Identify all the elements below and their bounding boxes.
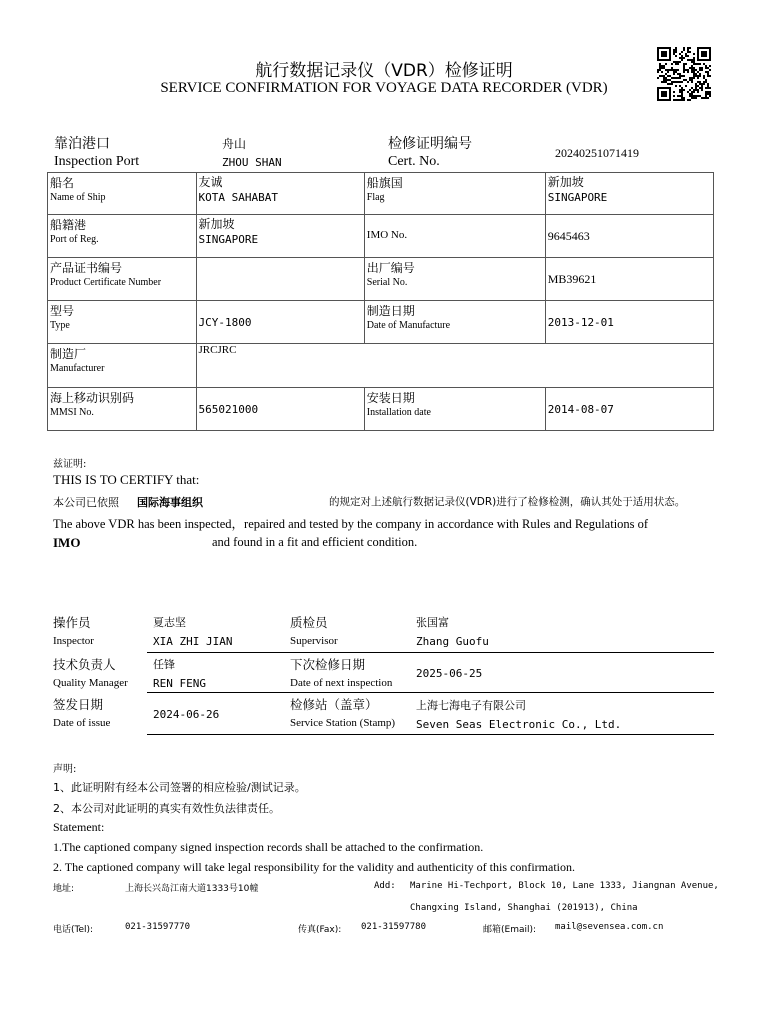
title-en: SERVICE CONFIRMATION FOR VOYAGE DATA RECORDER (VDR)	[160, 80, 608, 96]
port-label-en: Inspection Port	[54, 154, 140, 169]
table-row	[48, 301, 714, 344]
next-inspection-label-en: Date of next inspection	[290, 677, 393, 689]
certify-en-body: The above VDR has been inspected，repaired and tested by the company in accordance with Rules and Regulations of	[53, 517, 649, 531]
manufacturer-label: 制造厂 Manufacturer	[48, 344, 197, 388]
next-inspection-value: 2025-06-25	[416, 667, 483, 680]
inspector-value-en: XIA ZHI JIAN	[153, 635, 233, 648]
cert-label-cn: 检修证明编号	[388, 136, 472, 152]
statement-item1-en: 1.The captioned company signed inspection records shall be attached to the confirmation.	[53, 840, 484, 854]
address-en-line2: Changxing Island, Shanghai (201913), China	[410, 903, 638, 913]
port-value-en: ZHOU SHAN	[222, 156, 282, 169]
email-value[interactable]: mail@sevensea.com.cn	[555, 922, 664, 932]
address-cn: 上海长兴岛江南大道1333号10幢	[125, 884, 259, 894]
inspector-label-en: Inspector	[53, 635, 94, 647]
table-row	[48, 173, 714, 215]
certify-cn-prefix: 本公司已依照	[53, 496, 119, 509]
certify-imo: IMO	[53, 535, 81, 550]
product-cert-label: 产品证书编号 Product Certificate Number	[48, 258, 197, 301]
flag-label: 船旗国 Flag	[364, 173, 545, 215]
statement-title-cn: 声明:	[53, 764, 77, 775]
install-date-value: 2014-08-07	[545, 388, 713, 431]
issue-date-label-en: Date of issue	[53, 717, 111, 729]
quality-manager-label-cn: 技术负责人	[53, 657, 116, 672]
certify-cn: 兹证明:	[53, 459, 87, 470]
install-date-label: 安装日期 Installation date	[364, 388, 545, 431]
statement-item1-cn: 1、此证明附有经本公司签署的相应检验/测试记录。	[53, 781, 306, 794]
port-value-cn: 舟山	[222, 137, 247, 151]
address-label-en: Add:	[374, 881, 396, 891]
qr-code-icon	[657, 47, 711, 101]
supervisor-value-en: Zhang Guofu	[416, 635, 489, 648]
vessel-info-table	[47, 172, 714, 431]
flag-value: 新加坡 SINGAPORE	[545, 173, 713, 215]
port-label-cn: 靠泊港口	[54, 136, 110, 152]
tel-value: 021-31597770	[125, 922, 191, 932]
station-value-cn: 上海七海电子有限公司	[416, 699, 526, 712]
mmsi-label: 海上移动识别码 MMSI No.	[48, 388, 197, 431]
statement-item2-en: 2. The captioned company will take legal responsibility for the validity and authenticity of this confirmation.	[53, 860, 575, 874]
table-row	[48, 258, 714, 301]
station-value-en: Seven Seas Electronic Co., Ltd.	[416, 718, 622, 731]
certify-organization: 国际海事组织	[137, 496, 203, 509]
tel-label: 电话(Tel):	[53, 925, 94, 935]
next-inspection-label-cn: 下次检修日期	[290, 657, 366, 672]
quality-manager-value-cn: 任锋	[153, 658, 175, 671]
station-label-cn: 检修站（盖章）	[290, 697, 378, 712]
type-label: 型号 Type	[48, 301, 197, 344]
imo-value: 9645463	[545, 215, 713, 258]
statement-item2-cn: 2、本公司对此证明的真实有效性负法律责任。	[53, 802, 280, 815]
fax-label: 传真(Fax):	[298, 925, 342, 935]
table-row	[48, 388, 714, 431]
serial-value: MB39621	[545, 258, 713, 301]
address-label-cn: 地址:	[53, 884, 75, 894]
manufacturer-value: JRCJRC	[196, 344, 713, 388]
inspector-label-cn: 操作员	[53, 615, 91, 630]
supervisor-value-cn: 张国富	[416, 616, 449, 629]
fax-value: 021-31597780	[361, 922, 427, 932]
imo-label: IMO No.	[364, 215, 545, 258]
table-row	[48, 215, 714, 258]
ship-name-value: 友诚 KOTA SAHABAT	[196, 173, 364, 215]
manufacture-date-value: 2013-12-01	[545, 301, 713, 344]
certify-condition: and found in a fit and efficient condition.	[212, 535, 418, 549]
cert-label-en: Cert. No.	[388, 154, 440, 169]
mmsi-value: 565021000	[196, 388, 364, 431]
title-cn: 航行数据记录仪（VDR）检修证明	[255, 61, 513, 81]
inspector-value-cn: 夏志坚	[153, 616, 186, 629]
quality-manager-value-en: REN FENG	[153, 677, 206, 690]
certify-en: THIS IS TO CERTIFY that:	[53, 472, 200, 487]
manufacture-date-label: 制造日期 Date of Manufacture	[364, 301, 545, 344]
signature-line	[147, 692, 714, 693]
address-en-line1: Marine Hi-Techport, Block 10, Lane 1333, Jiangnan Avenue,	[410, 881, 719, 891]
supervisor-label-cn: 质检员	[290, 615, 328, 630]
issue-date-value: 2024-06-26	[153, 708, 220, 721]
statement-title-en: Statement:	[53, 820, 105, 834]
type-value: JCY-1800	[196, 301, 364, 344]
supervisor-label-en: Supervisor	[290, 635, 338, 647]
cert-number: 20240251071419	[555, 146, 639, 160]
signature-line	[147, 734, 714, 735]
port-reg-value: 新加坡 SINGAPORE	[196, 215, 364, 258]
quality-manager-label-en: Quality Manager	[53, 677, 128, 689]
ship-name-label: 船名 Name of Ship	[48, 173, 197, 215]
certify-cn-body: 的规定对上述航行数据记录仪(VDR)进行了检修检测，确认其处于适用状态。	[329, 496, 686, 508]
signature-line	[147, 652, 714, 653]
email-label: 邮箱(Email):	[483, 925, 537, 935]
port-reg-label: 船籍港 Port of Reg.	[48, 215, 197, 258]
table-row	[48, 344, 714, 388]
station-label-en: Service Station (Stamp)	[290, 717, 396, 729]
product-cert-value	[196, 258, 364, 301]
issue-date-label-cn: 签发日期	[53, 697, 104, 712]
serial-label: 出厂编号 Serial No.	[364, 258, 545, 301]
